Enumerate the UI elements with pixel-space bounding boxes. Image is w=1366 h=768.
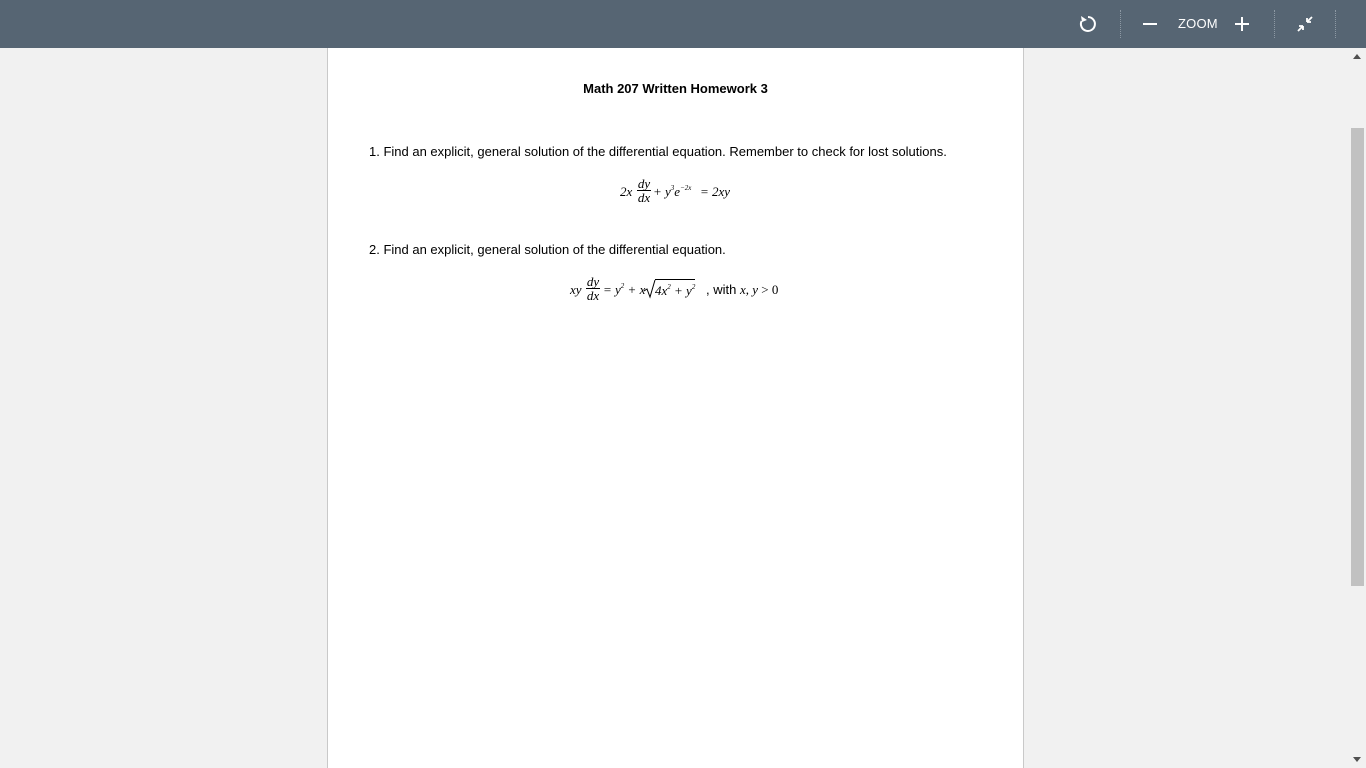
eq2-fraction [586, 275, 600, 303]
eq1-term-base: + y [653, 184, 671, 199]
eq1-exp-sup: −2x [680, 184, 692, 192]
eq2-condition-vars: x, y [740, 282, 759, 297]
eq2-eq-sup: 2 [620, 282, 625, 290]
eq2-num: dy [586, 274, 600, 289]
eq1-term [653, 184, 691, 200]
exit-fullscreen-button[interactable] [1292, 0, 1318, 48]
scrollbar-thumb[interactable] [1351, 128, 1364, 586]
plus-icon [1234, 16, 1250, 32]
zoom-out-button[interactable] [1138, 0, 1162, 48]
viewer-toolbar [0, 0, 1366, 48]
eq2-lhs: xy [570, 282, 582, 297]
eq2-condition [740, 282, 778, 298]
document-page [327, 48, 1024, 768]
eq1-exp-base: e [674, 184, 681, 199]
eq1-coef: 2x [620, 184, 633, 199]
eq2-radicand-text [655, 283, 695, 298]
toolbar-separator [1335, 10, 1336, 38]
eq2-condition-rel: > 0 [761, 282, 779, 297]
zoom-in-button[interactable] [1230, 0, 1254, 48]
question-2-text: 2. Find an explicit, general solution of the differential equation. [369, 242, 726, 257]
document-viewer [0, 48, 1350, 768]
eq1-num: dy [637, 176, 651, 191]
eq1-term-sup: 3 [670, 184, 675, 192]
eq1-den: dx [637, 190, 651, 205]
eq2-rad-b-sup: 2 [691, 283, 696, 291]
rotate-button[interactable] [1074, 0, 1102, 48]
eq2-rad-b: + y [674, 283, 692, 298]
eq2-rad-a-sup: 2 [667, 283, 671, 291]
eq2-eq-part: = y [603, 282, 621, 297]
radicand [655, 279, 695, 300]
eq2-rad-a: 4x [655, 283, 668, 298]
eq1-rhs: = 2xy [700, 184, 731, 199]
scroll-down-arrow[interactable] [1353, 757, 1361, 762]
toolbar-separator [1274, 10, 1275, 38]
minus-icon [1142, 16, 1158, 32]
eq1-fraction [637, 177, 651, 205]
document-title: Math 207 Written Homework 3 [583, 81, 768, 96]
vertical-scrollbar[interactable] [1350, 48, 1366, 768]
question-1-text: 1. Find an explicit, general solution of the differential equation. Remember to check for lost solutions. [369, 144, 947, 159]
eq2-den: dx [586, 288, 600, 303]
toolbar-separator [1120, 10, 1121, 38]
scroll-up-arrow[interactable] [1353, 54, 1361, 59]
collapse-icon [1295, 14, 1315, 34]
eq2-rhs-start [603, 282, 645, 298]
equation-1 [620, 178, 740, 210]
eq2-plus: + x [627, 282, 646, 297]
equation-2 [570, 276, 800, 308]
rotate-icon [1078, 14, 1098, 34]
eq2-with-text: , with [706, 282, 737, 297]
zoom-label: ZOOM [1178, 16, 1218, 31]
